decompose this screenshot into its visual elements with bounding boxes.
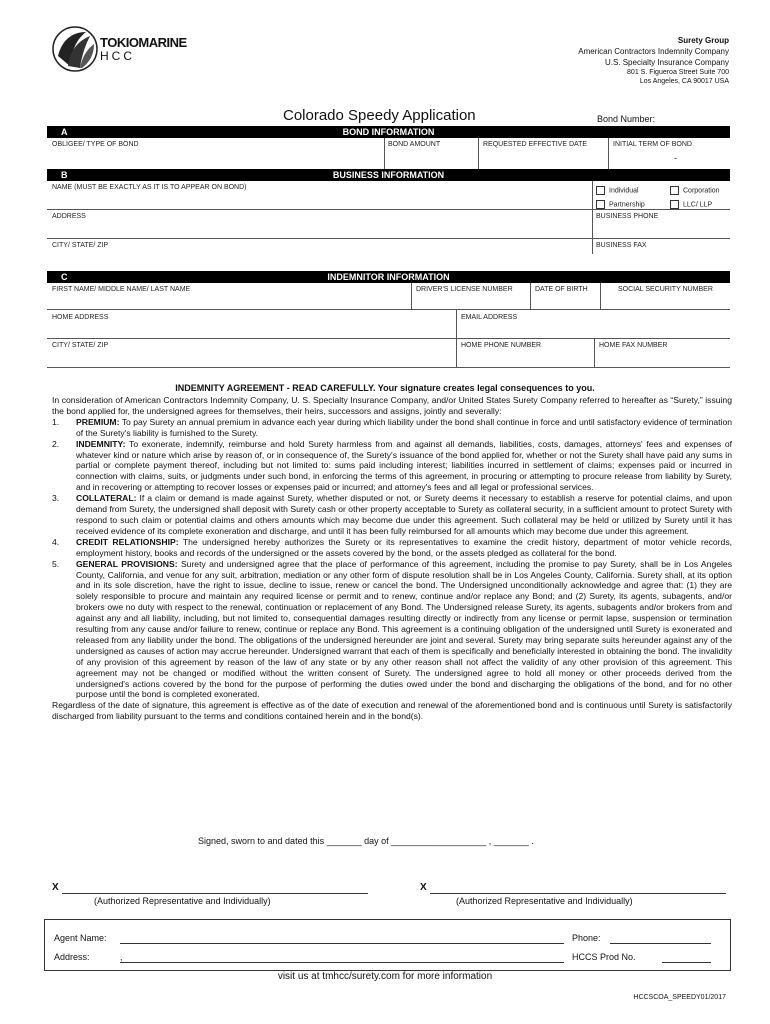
ssn-label: SOCIAL SECURITY NUMBER [618,286,713,293]
company-line: Los Angeles, CA 90017 USA [639,78,729,85]
agreement-item [52,439,732,494]
agent-name-field[interactable] [120,943,564,944]
signature-line-1[interactable] [62,893,368,894]
dob-field[interactable] [532,295,598,308]
signature-line-2[interactable] [430,893,726,894]
bond-amount-label: BOND AMOUNT [388,141,441,148]
section-c-header [47,271,730,283]
bond-number-label: Bond Number: [597,114,656,124]
item-number: 1. [52,416,60,427]
agent-box [44,919,731,971]
term-dash: - [674,153,677,163]
agent-address-mark: , [120,952,123,962]
llc-option[interactable] [670,200,712,209]
section-letter: C [61,272,68,282]
business-fax-label: BUSINESS FAX [596,242,647,249]
indemnitor-city-label: CITY/ STATE/ ZIP [52,342,109,349]
section-a-header [47,126,730,138]
agent-address-field[interactable] [120,962,564,963]
section-letter: A [61,127,68,137]
logo-subtext: HCC [100,49,135,63]
item-title: COLLATERAL: [76,493,137,504]
business-phone-field[interactable] [595,222,728,236]
agreement-intro: In consideration of American Contractors Indemnity Company, U. S. Specialty Insurance Company, and/or United States Surety Company referred to hereafter as “Surety,” issuing the bond applied for, the undersigned agrees for themselves, their heirs, successors and assigns, jointly and severally: [52,395,732,416]
form-code: HCCSCOA_SPEEDY01/2017 [633,994,726,1001]
bond-number-field[interactable] [660,114,730,124]
item-number: 2. [52,438,60,449]
corporation-option[interactable] [670,186,720,195]
home-address-label: HOME ADDRESS [52,314,109,321]
home-phone-label: HOME PHONE NUMBER [461,342,542,349]
license-field[interactable] [413,295,528,308]
home-fax-field[interactable] [596,351,728,365]
sworn-statement: Signed, sworn to and dated this _______ day of ___________________ , _______ . [198,836,534,846]
effective-date-field[interactable] [480,150,606,168]
indemnitor-city-field[interactable] [48,351,453,365]
item-title: GENERAL PROVISIONS: [76,558,178,569]
logo-mark-icon [52,26,98,72]
city-state-zip-field[interactable] [48,251,588,265]
effective-date-label: REQUESTED EFFECTIVE DATE [483,141,588,148]
agreement-closing: Regardless of the date of signature, this agreement is effective as of the date of execution and renewal of the aforementioned bond and is continuous until Surety is satisfactorily discharged from liability pursuant to the terms and conditions contained herein and in the bond(s). [52,700,732,722]
agent-phone-field[interactable] [610,943,711,944]
company-address-block [578,35,729,86]
signature-x: X [420,882,427,893]
business-name-label: NAME (MUST BE EXACTLY AS IT IS TO APPEAR ON BOND) [52,184,247,191]
address-field[interactable] [48,222,588,236]
initial-term-label: INITIAL TERM OF BOND [613,141,692,148]
company-line: American Contractors Indemnity Company [578,47,729,56]
agent-phone-label: Phone: [572,933,601,943]
company-line: 801 S. Figueroa Street Suite 700 [627,69,729,76]
section-letter: B [61,170,68,180]
item-title: CREDIT RELATIONSHIP: [76,536,179,547]
agreement-item [52,417,732,439]
agreement-item [52,537,732,559]
corporation-label: Corporation [683,187,720,195]
agent-address-label: Address: [54,952,90,962]
signature-caption: (Authorized Representative and Individually) [94,896,271,906]
prod-no-field[interactable] [662,962,711,963]
home-address-field[interactable] [48,323,453,336]
item-text: Surety and undersigned agree that the place of performance of this agreement, including the promise to pay Surety, shall be in Los Angeles County, California, and venue for any suit, arbitration, mediation or any other form of dispute resolution shall be in Los Angeles County, California. Surety shall, at its option and in its sole discretion, have the right to issue, decline to issue, renew or cancel the bond. The Undersigned unconditionally acknowledge and agree that: (1) they are solely responsible to procure and maintain any required license or permit and to renew, continue and/or replace any Bond; and (2) Surety, its agents, subagents, and/or brokers owe no duty with respect to the renewal, continuation or replacement of any Bond. The Undersigned release Surety, its agents, subagents and/or brokers from and against any and all liability, including, but not limited to, consequential damages resulting directly or indirectly from any license or permit lapse, suspension or termination resulting from any cause and/or failure to renew, continue or replace any Bond. This agreement is a continuing obligation of the undersigned until Surety is exonerated and released from any liability under the bond. The obligations of the undersigned hereunder are joint and several. Surety may bring separate suits hereunder against any of the undersigned as causes of action may accrue hereunder. Undersigned warrant that each of them is specifically and beneficially interested in obtaining the bond. The invalidity of any provision of this agreement by reason of the law of any state or by any other reason shall not affect the validity of any other provision of this agreement. This agreement may not be changed or modified without the written consent of Surety. The undersigned agree to hold all money or other proceeds derived from the undersigned's actions covered by the bond for the purpose of performing the duties owed under the bond and discharging the obligations of the bond, and for no other purpose until the bond is completed exonerated. [76,558,732,700]
agreement-item [52,559,732,701]
signature-x: X [52,882,59,893]
item-text: To exonerate, indemnify, reimburse and hold Surety harmless from and against all demands, liabilities, costs, damages, attorneys' fees and expenses of whatever kind or nature which arise by reason of, or in consequence of, the Surety's issuance of the bond applied for, whether or not the Surety shall have paid any sums in partial or complete payment thereof, including but not limited to: sums paid including interest; liabilities incurred in settlement of claims; expenses paid or incurred in connection with claims, suits, or judgments under such bond, in enforcing the terms of this agreement, in procuring or attempting to procure release from liability by Surety, and in recovering or attempting to recover losses or expenses paid or incurred; and attorney's fees and all legal or professional services. [76,438,732,493]
city-state-zip-label: CITY/ STATE/ ZIP [52,242,109,249]
llc-checkbox[interactable] [670,200,679,209]
dob-label: DATE OF BIRTH [535,286,588,293]
section-title: BOND INFORMATION [342,127,435,137]
company-line: U.S. Specialty Insurance Company [604,58,729,67]
individual-option[interactable] [596,186,639,195]
item-number: 4. [52,536,60,547]
obligee-field[interactable] [48,150,382,168]
business-fax-field[interactable] [595,251,728,265]
indemnitor-name-field[interactable] [48,295,408,308]
signature-caption: (Authorized Representative and Individually) [456,896,633,906]
agreement-item [52,493,732,537]
company-name: Surety Group [677,36,729,45]
partnership-label: Partnership [609,201,645,209]
home-phone-field[interactable] [458,351,592,365]
llc-label: LLC/ LLP [683,201,713,209]
partnership-checkbox[interactable] [596,200,605,209]
home-fax-label: HOME FAX NUMBER [599,342,668,349]
individual-checkbox[interactable] [596,186,605,195]
item-text: To pay Surety an annual premium in advance each year during which liability under the bond shall continue in force and until satisfactory evidence of termination of the Surety's liability is furnished to the Surety. [76,416,732,438]
item-title: PREMIUM: [76,416,120,427]
item-text: If a claim or demand is made against Surety, whether disputed or not, or Surety deems it necessary to establish a reserve for potential claims, and upon demand from Surety, the undersigned shall deposit with Surety cash or other property acceptable to Surety as collateral security, in a sufficient amount to protect Surety with respond to such claim or potential claims and others amounts which may become due under this agreement. Such collateral may be held or utilized by Surety until it has received evidence of its complete exoneration and discharge, and until it has been fully reimbursed for all amounts which may become due under this agreement. [76,493,732,536]
obligee-label: OBLIGEE/ TYPE OF BOND [52,141,139,148]
business-name-field[interactable] [48,193,588,207]
item-text: The undersigned hereby authorizes the Surety or its representatives to examine the credit history, department of motor vehicle records, employment history, books and records of the undersigned or the assets covered by the bond, or the assets pledged as collateral for the bond. [76,536,733,558]
business-phone-label: BUSINESS PHONE [596,213,659,220]
ssn-field[interactable] [602,295,728,308]
bond-amount-field[interactable] [386,150,476,168]
agent-name-label: Agent Name: [54,933,107,943]
individual-label: Individual [609,187,639,195]
indemnitor-name-label: FIRST NAME/ MIDDLE NAME/ LAST NAME [52,286,191,293]
item-number: 5. [52,558,60,569]
corporation-checkbox[interactable] [670,186,679,195]
license-label: DRIVER'S LICENSE NUMBER [416,286,513,293]
address-label: ADDRESS [52,213,86,220]
item-title: INDEMNITY: [76,438,126,449]
email-field[interactable] [458,323,728,336]
agreement-heading: INDEMNITY AGREEMENT - READ CAREFULLY. Your signature creates legal consequences to you. [175,383,595,393]
form-title: Colorado Speedy Application [283,107,476,124]
section-title: INDEMNITOR INFORMATION [327,272,450,282]
indemnity-agreement [52,395,732,722]
prod-no-label: HCCS Prod No. [572,952,636,962]
partnership-option[interactable] [596,200,645,209]
section-title: BUSINESS INFORMATION [332,170,445,180]
section-b-header [47,169,730,181]
initial-term-field[interactable] [610,150,728,168]
company-logo [52,24,187,74]
footer-visit: visit us at tmhcc/surety.com for more information [277,971,493,982]
item-number: 3. [52,493,60,504]
email-label: EMAIL ADDRESS [461,314,518,321]
logo-text: TOKIOMARINE [100,35,187,50]
